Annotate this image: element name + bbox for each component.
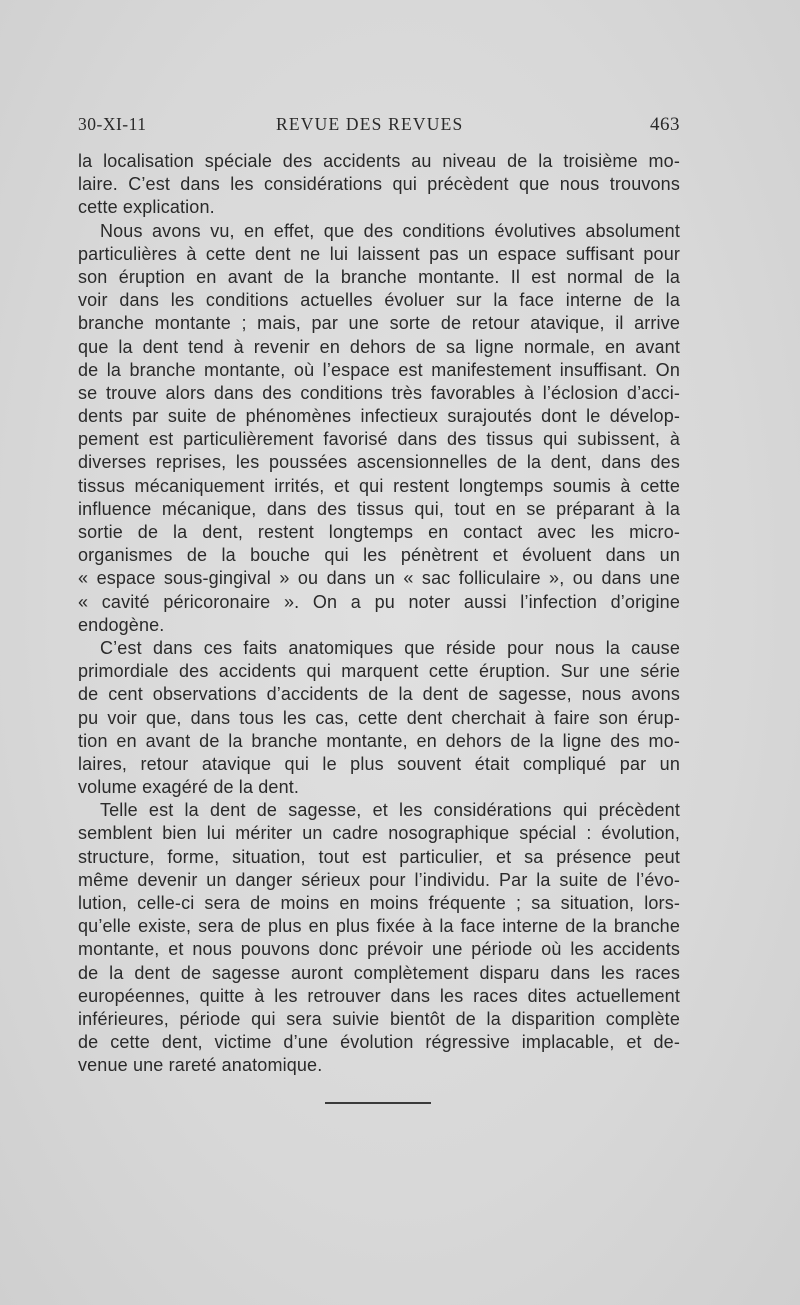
text-line: la localisation spéciale des accidents au niveau de la troisième mo- [78, 151, 680, 171]
running-head [78, 114, 680, 140]
text-line: C’est dans ces faits anatomiques que réside pour nous la cause [100, 637, 680, 658]
text-line: que la dent tend à revenir en dehors de sa ligne normale, en avant [78, 336, 680, 357]
text-line: même devenir un danger sérieux pour l’individu. Par la suite de l’évo- [78, 869, 680, 890]
text-line: de cent observations d’accidents de la dent de sagesse, nous avons [78, 684, 680, 705]
text-line: pu voir que, dans tous les cas, cette dent cherchait à faire son érup- [78, 707, 680, 728]
page-number: 463 [650, 114, 680, 135]
body-text [78, 150, 680, 1078]
running-head-title: REVUE DES REVUES [276, 114, 464, 134]
text-line: Nous avons vu, en effet, que des conditions évolutives absolument [100, 220, 680, 241]
text-line: lution, celle-ci sera de moins en moins fréquente ; sa situation, lors- [78, 893, 680, 913]
text-line: « espace sous-gingival » ou dans un « sac folliculaire », ou dans une [78, 568, 680, 589]
text-line: venue une rareté anatomique. [78, 1055, 323, 1076]
text-line: tissus mécaniquement irrités, et qui restent longtemps soumis à cette [78, 475, 680, 496]
text-line: qu’elle existe, sera de plus en plus fixée à la face interne de la branche [78, 916, 680, 937]
text-line: « cavité péricoronaire ». On a pu noter aussi l’infection d’origine [78, 591, 680, 612]
text-line: primordiale des accidents qui marquent cette éruption. Sur une série [78, 661, 680, 682]
text-line: cette explication. [78, 197, 215, 218]
text-line: influence mécanique, dans des tissus qui, tout en se préparant à la [78, 498, 680, 519]
text-line: se trouve alors dans des conditions très favorables à l’éclosion d’acci- [78, 382, 680, 403]
text-line: structure, forme, situation, tout est particulier, et sa présence peut [78, 846, 680, 867]
text-line: endogène. [78, 614, 165, 635]
text-line: sortie de la dent, restent longtemps en contact avec les micro- [78, 522, 680, 542]
text-line: organismes de la bouche qui les pénètrent et évoluent dans un [78, 545, 680, 566]
text-line: laire. C’est dans les considérations qui précèdent que nous trouvons [78, 174, 680, 195]
text-line: diverses reprises, les poussées ascensionnelles de la dent, dans des [78, 452, 680, 473]
text-line: montante, et nous pouvons donc prévoir une période où les accidents [78, 939, 680, 960]
text-line: de la branche montante, où l’espace est manifestement insuffisant. On [78, 359, 680, 380]
text-line: branche montante ; mais, par une sorte de retour atavique, il arrive [78, 313, 680, 334]
text-line: dents par suite de phénomènes infectieux surajoutés dont le dévelop- [78, 406, 680, 427]
text-line: européennes, quitte à les retrouver dans les races dites actuellement [78, 985, 680, 1006]
text-line: particulières à cette dent ne lui laissent pas un espace suffisant pour [78, 243, 680, 264]
running-head-date: 30-XI-11 [78, 114, 147, 134]
text-line: laires, retour atavique qui le plus souvent était compliqué par un [78, 753, 680, 774]
text-line: son éruption en avant de la branche montante. Il est normal de la [78, 266, 680, 287]
text-line: semblent bien lui mériter un cadre nosographique spécial : évolution, [78, 823, 680, 844]
text-line: de cette dent, victime d’une évolution régressive implacable, et de- [78, 1032, 680, 1053]
text-line: tion en avant de la branche montante, en dehors de la ligne des mo- [78, 730, 680, 751]
text-line: volume exagéré de la dent. [78, 777, 300, 798]
text-line: pement est particulièrement favorisé dans des tissus qui subissent, à [78, 429, 680, 450]
text-line: inférieures, période qui sera suivie bientôt de la disparition complète [78, 1008, 680, 1029]
closing-rule [325, 1102, 431, 1104]
text-line: Telle est la dent de sagesse, et les considérations qui précèdent [100, 800, 680, 821]
text-line: de la dent de sagesse auront complètement disparu dans les races [78, 962, 680, 983]
text-line: voir dans les conditions actuelles évoluer sur la face interne de la [78, 290, 680, 311]
